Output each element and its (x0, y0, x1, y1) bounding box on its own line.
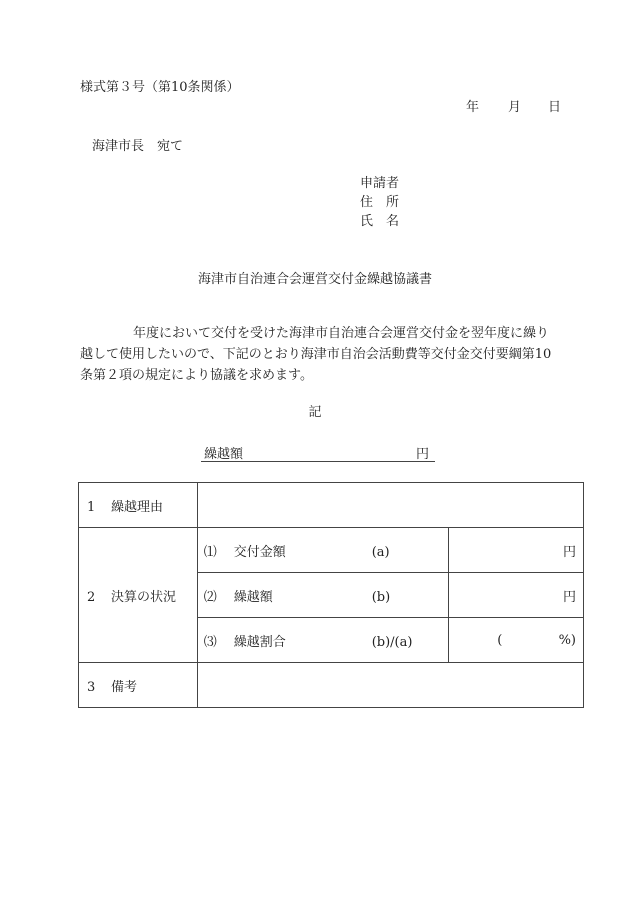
form-number: 様式第３号（第10条関係） (80, 80, 240, 95)
sub-item-label-2 (197, 573, 448, 618)
applicant-address: 住 所 (360, 195, 400, 210)
carryover-reason-field[interactable] (197, 483, 583, 528)
row3-number: 3 (87, 679, 96, 695)
grant-amount-unit: 円 (562, 544, 576, 560)
applicant-title: 申請者 (360, 176, 400, 191)
sub-item-label-1 (197, 528, 448, 573)
date-day: 日 (548, 100, 562, 115)
row2-label: 決算の状況 (111, 589, 177, 605)
settlement-table (78, 482, 584, 708)
sub-item-number-1: ⑴ (203, 544, 217, 560)
carryover-unit: 円 (415, 447, 429, 462)
sub-item-code-3: (b)/(a) (371, 634, 413, 650)
carryover-label: 繰越額 (204, 447, 244, 462)
row1-header (79, 483, 198, 528)
carryover-ratio-field[interactable] (449, 618, 584, 663)
applicant-name: 氏 名 (360, 214, 400, 229)
body-line-3: 条第２項の規定により協議を求めます。 (80, 368, 313, 383)
sub-item-number-2: ⑵ (203, 589, 217, 605)
row3-header (79, 663, 198, 708)
date-year: 年 (466, 100, 480, 115)
row3-label: 備考 (111, 679, 138, 695)
sub-item-number-3: ⑶ (203, 634, 217, 650)
table-row (79, 663, 584, 708)
remarks-field[interactable] (197, 663, 583, 708)
table-row (79, 528, 584, 573)
ratio-open-paren: ( (497, 632, 503, 648)
addressee: 海津市長 宛て (92, 139, 184, 154)
date-month: 月 (508, 100, 522, 115)
ratio-parentheses (449, 633, 583, 648)
row1-number: 1 (87, 499, 96, 515)
sub-item-name-1: 交付金額 (233, 544, 286, 560)
carryover-amount-field[interactable] (449, 573, 584, 618)
body-line-2: 越して使用したいので、下記のとおり海津市自治会活動費等交付金交付要綱第10 (80, 347, 552, 362)
row2-number: 2 (87, 589, 96, 605)
body-line-1: 年度において交付を受けた海津市自治連合会運営交付金を翌年度に繰り (133, 326, 550, 341)
grant-amount-field[interactable] (449, 528, 584, 573)
sub-item-name-2: 繰越額 (233, 589, 273, 605)
sub-item-code-1: (a) (371, 544, 390, 560)
ki-heading: 記 (308, 405, 322, 420)
row1-label: 繰越理由 (111, 499, 164, 515)
carryover-amount-line (201, 441, 435, 462)
row2-header (79, 528, 198, 663)
carryover-amount-unit: 円 (562, 589, 576, 605)
table-row (79, 483, 584, 528)
document-title: 海津市自治連合会運営交付金繰越協議書 (197, 272, 432, 287)
ratio-percent: %) (558, 632, 576, 648)
sub-item-name-3: 繰越割合 (233, 634, 286, 650)
sub-item-code-2: (b) (371, 589, 391, 605)
sub-item-label-3 (197, 618, 448, 663)
